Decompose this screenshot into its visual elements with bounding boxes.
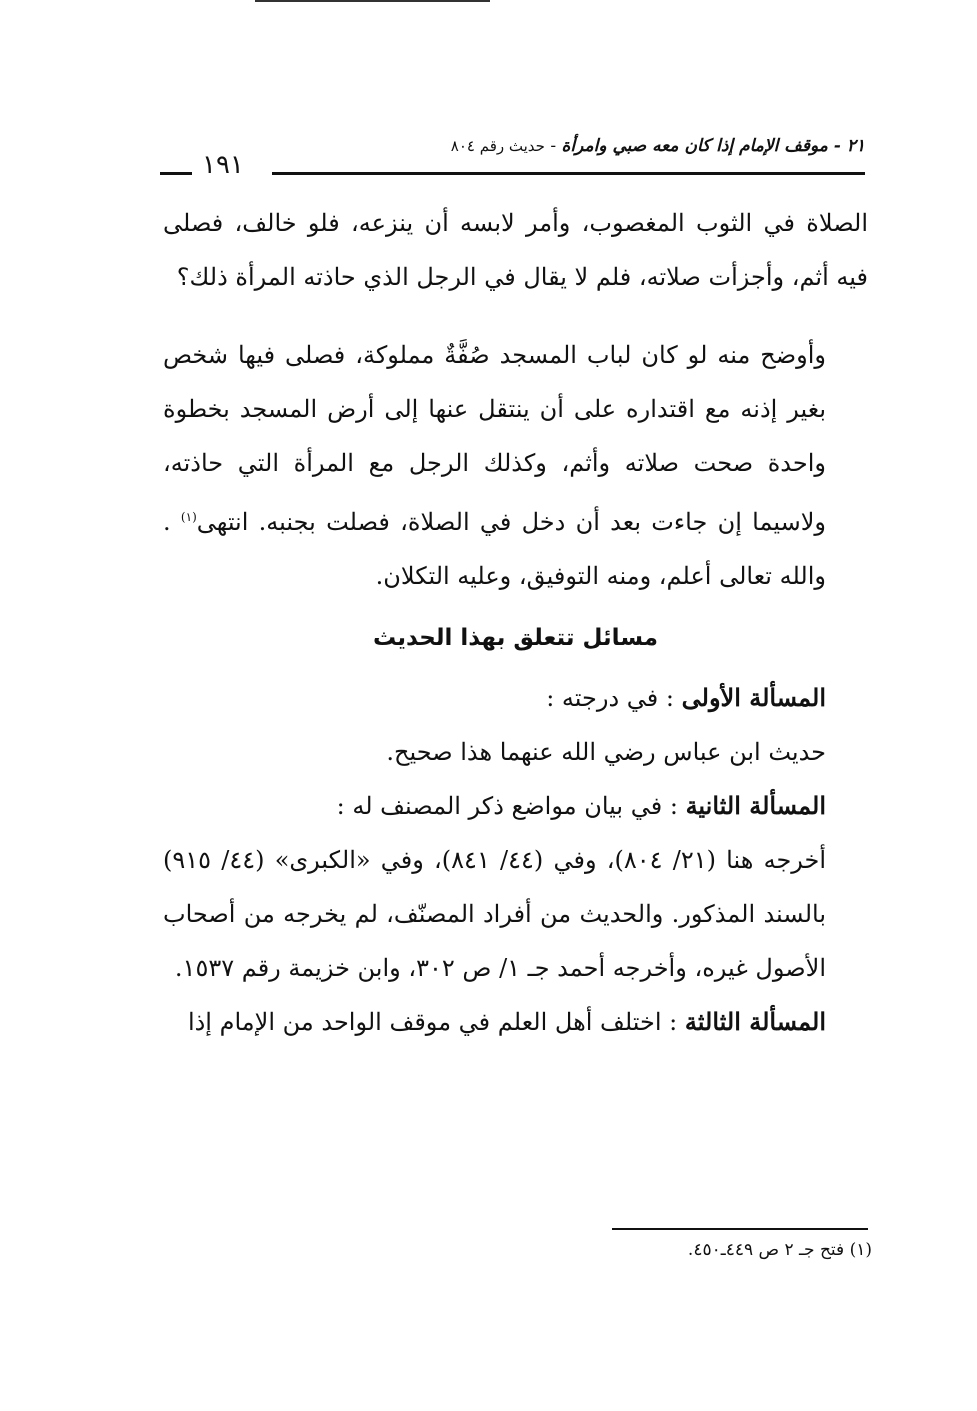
main-text [163,196,868,1049]
paragraph-2 [163,328,868,603]
footnote-marker: (١) [180,510,197,524]
running-head [451,136,865,156]
paragraph-1: الصلاة في الثوب المغصوب، وأمر لابسه أن ينزعه، فلو خالف، فصلى فيه أثم، وأجزأت صلاته، فلم لا يقال في الرجل الذي حاذته المرأة ذلك؟ [163,209,868,291]
issue-3-title: المسألة الثالثة [684,1007,826,1036]
issue-3 [163,995,868,1049]
issue-3-text: : اختلف أهل العلم في موقف الواحد من الإمام إذا [187,1008,678,1036]
chapter-title: ٢١ - موقف الإمام إذا كان معه صبي وامرأة [561,136,865,156]
paragraph-gap [163,304,868,328]
hadith-reference: حديث رقم ٨٠٤ [450,137,545,155]
paragraph-2-end: . والله تعالى أعلم، ومنه التوفيق، وعليه التكلان. [163,508,826,590]
top-edge-rule [255,0,490,2]
section-heading: مسائل تتعلق بهذا الحديث [373,625,658,651]
header-rule-short [160,172,192,175]
footnote: (١) فتح جـ ٢ ص ٤٤٩ـ٤٥٠. [687,1240,872,1260]
issue-2-text: : في بيان مواضع ذكر المصنف له : [336,792,678,820]
issue-2 [163,779,868,833]
issue-1-body: حديث ابن عباس رضي الله عنهما هذا صحيح. [386,738,826,766]
paragraph-2-text: وأوضح منه لو كان لباب المسجد صُفَّةٌ مملوكة، فصلى فيها شخص بغير إذنه مع اقتداره على أن ينتقل عنها إلى أرض المسجد بخطوة واحدة صحت صلاته وأثم، وكذلك الرجل مع المرأة التي حاذته، ولاسيما إن جاءت بعد أن دخل في الصلاة، فصلت بجنبه. انتهى [163,341,826,536]
header-rule [272,172,865,175]
issue-1-title: المسألة الأولى [681,683,826,712]
header-separator: - [550,136,557,156]
issue-2-body: أخرجه هنا (٢١/ ٨٠٤)، وفي (٤٤/ ٨٤١)، وفي «الكبرى» (٤٤/ ٩١٥) بالسند المذكور. والحديث من أفراد المصنّف، لم يخرجه من أصحاب الأصول غيره، وأخرجه أحمد جـ ١/ ص ٣٠٢، وابن خزيمة رقم ١٥٣٧. [163,846,827,982]
page-number: ١٩١ [202,150,244,180]
issue-2-title: المسألة الثانية [685,791,826,820]
page-header [160,128,865,184]
issue-1-text: : في درجته : [546,684,674,712]
issue-1 [163,671,868,725]
footnote-rule [612,1228,868,1230]
